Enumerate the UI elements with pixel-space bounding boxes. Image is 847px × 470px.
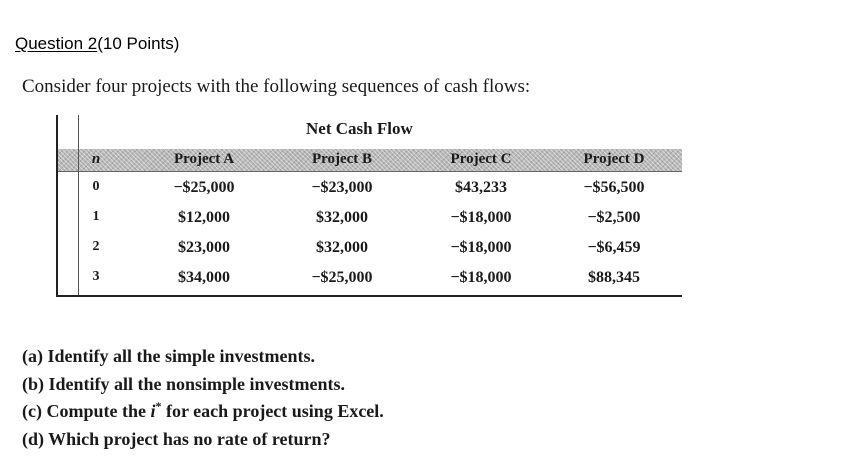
table-cell: 1 — [92, 209, 100, 224]
header-project-b: Project B — [311, 151, 373, 167]
table-cell: −$6,459 — [587, 239, 641, 256]
table-group-title: Net Cash Flow — [306, 119, 413, 138]
part-c-prefix: (c) Compute the — [22, 401, 151, 421]
table-cell: $34,000 — [178, 269, 230, 286]
table-bottom-rule — [56, 295, 682, 297]
table-cell: $32,000 — [316, 239, 368, 256]
table-left-rule — [56, 115, 58, 297]
cropped-previous-line — [40, 0, 480, 4]
table-cell: −$25,000 — [173, 179, 235, 196]
question-label: Question 2 — [15, 34, 98, 53]
cash-flow-table — [56, 115, 682, 297]
header-n: n — [91, 151, 101, 167]
part-c-star: * — [155, 399, 162, 413]
table-cell: −$25,000 — [311, 269, 373, 286]
part-a: (a) Identify all the simple investments. — [22, 346, 315, 366]
table-cell: −$23,000 — [311, 179, 373, 196]
table-cell: 2 — [92, 239, 100, 254]
table-cell: $32,000 — [316, 209, 368, 226]
header-project-d: Project D — [583, 151, 645, 167]
header-project-a: Project A — [173, 151, 235, 167]
part-c-symbol: i — [150, 401, 156, 421]
table-cell: −$2,500 — [587, 209, 641, 226]
table-cell: −$18,000 — [450, 209, 512, 226]
part-d: (d) Which project has no rate of return? — [22, 428, 331, 449]
table-cell: $12,000 — [178, 209, 230, 226]
table-cell: 3 — [92, 269, 100, 284]
part-b: (b) Identify all the nonsimple investments. — [22, 373, 346, 394]
table-cell: 0 — [92, 179, 100, 194]
question-points: (10 Points) — [97, 34, 180, 53]
question-parts — [22, 343, 384, 453]
table-cell: −$56,500 — [583, 179, 645, 196]
table-cell: −$18,000 — [450, 239, 512, 256]
part-c — [22, 398, 384, 426]
table-cell: $23,000 — [178, 239, 230, 256]
table-cell: −$18,000 — [450, 269, 512, 286]
part-c-suffix: for each project using Excel. — [161, 401, 384, 421]
table-column-divider — [78, 115, 79, 297]
table-cell: $88,345 — [588, 269, 640, 286]
header-project-c: Project C — [450, 151, 512, 167]
problem-intro: Consider four projects with the following sequences of cash flows: — [22, 76, 531, 97]
question-heading — [15, 34, 179, 54]
table-cell: $43,233 — [455, 179, 507, 196]
